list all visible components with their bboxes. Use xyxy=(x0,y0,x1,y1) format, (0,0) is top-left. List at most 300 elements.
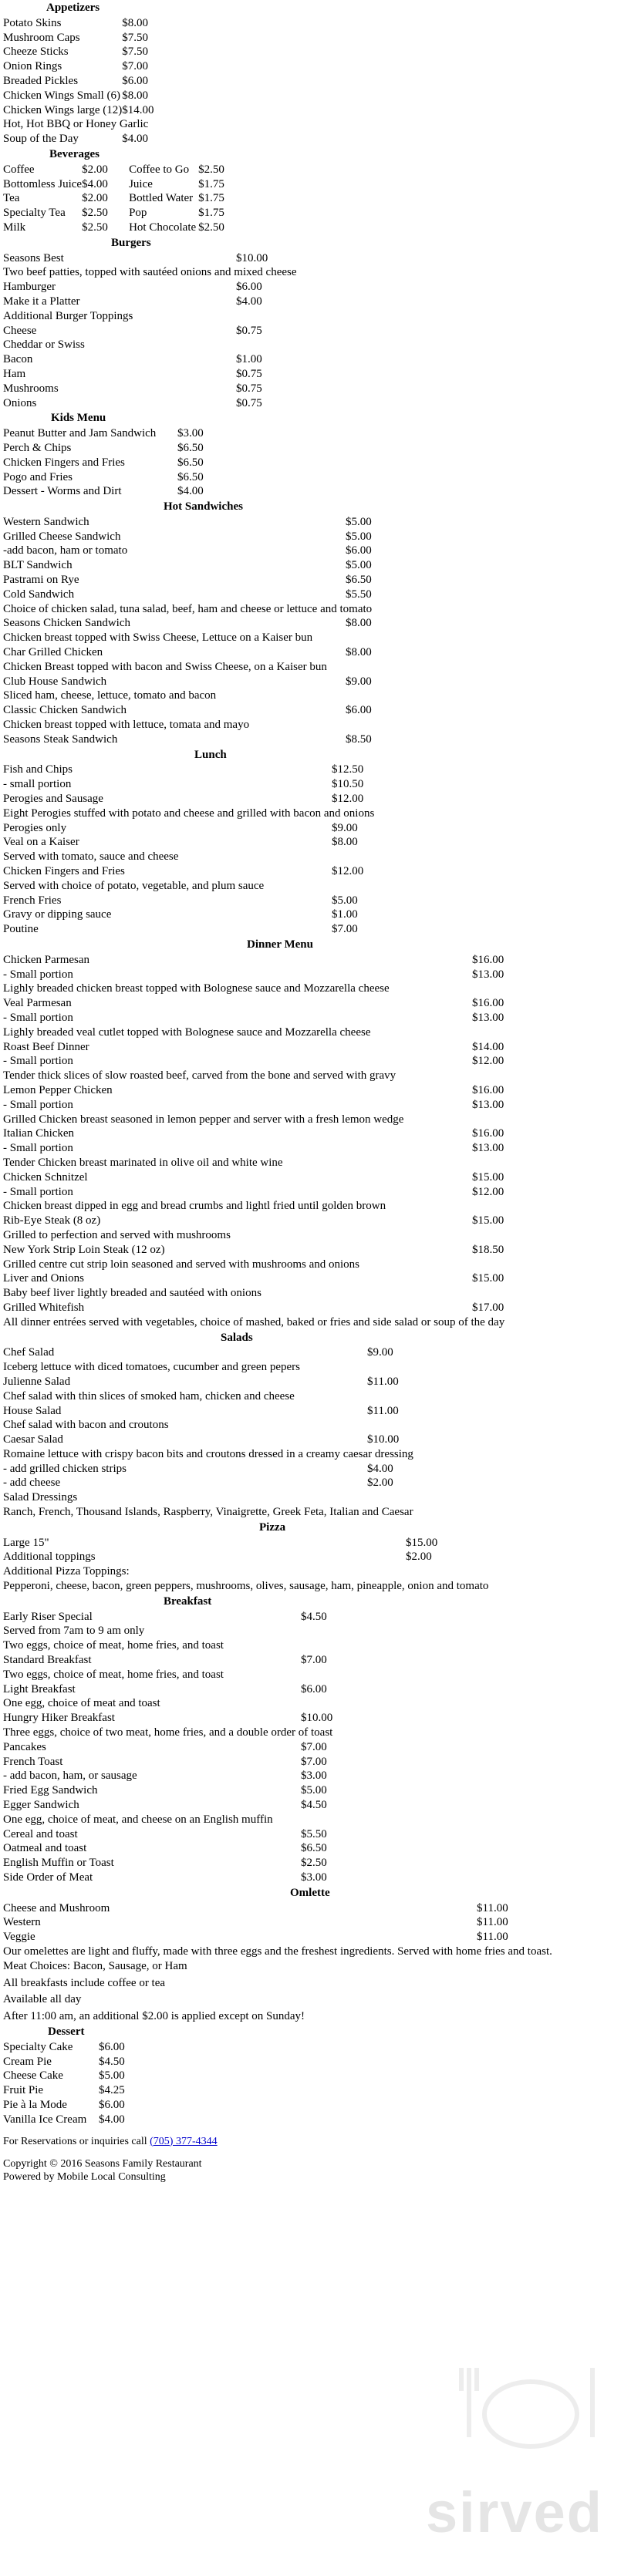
item-name: Western xyxy=(3,1916,41,1929)
item-price: $1.00 xyxy=(236,353,262,366)
item-price: $0.75 xyxy=(236,367,262,380)
menu-row xyxy=(3,1901,552,1916)
item-price: $15.00 xyxy=(472,1214,504,1227)
item-price: $6.50 xyxy=(177,470,204,483)
item-price: $8.00 xyxy=(122,89,148,102)
item-price: $1.75 xyxy=(198,177,224,190)
item-name: Mushroom Caps xyxy=(3,31,80,44)
menu-row xyxy=(3,763,374,777)
item-price: $1.75 xyxy=(198,207,224,220)
item-price: $9.00 xyxy=(346,675,372,688)
menu-row xyxy=(3,1668,332,1682)
item-price: $4.50 xyxy=(301,1799,327,1812)
menu-row xyxy=(3,1025,504,1040)
item-name: Side Order of Meat xyxy=(3,1871,93,1884)
menu-table xyxy=(3,163,245,235)
menu-row xyxy=(3,953,504,968)
item-name: Italian Chicken xyxy=(3,1127,75,1140)
sirved-logo-icon xyxy=(454,2352,608,2460)
menu-row xyxy=(3,1156,504,1170)
item-name: Cheddar or Swiss xyxy=(3,338,85,352)
menu-row xyxy=(3,982,504,996)
menu-row xyxy=(3,1054,504,1069)
menu-row xyxy=(3,850,374,864)
menu-row xyxy=(3,1083,504,1098)
item-name: - Small portion xyxy=(3,1098,73,1111)
item-name: Veal Parmesan xyxy=(3,997,72,1010)
item-name: Choice of chicken salad, tuna salad, beef, ham and cheese or lettuce and tomato xyxy=(3,602,373,615)
item-name: Cold Sandwich xyxy=(3,588,75,601)
item-name: New York Strip Loin Steak (12 oz) xyxy=(3,1243,165,1256)
menu-row xyxy=(3,1579,488,1594)
item-name: Coffee to Go xyxy=(129,163,190,176)
item-name: Tea xyxy=(3,192,20,205)
menu-row xyxy=(3,1199,504,1214)
item-price: $15.00 xyxy=(406,1536,438,1549)
item-price: $5.00 xyxy=(346,515,372,528)
menu-row xyxy=(3,1696,332,1711)
item-price: $18.50 xyxy=(472,1243,504,1256)
menu-section xyxy=(3,500,628,747)
item-name: Baby beef liver lightly breaded and sautéed with onions xyxy=(3,1287,262,1300)
menu-row xyxy=(3,352,297,367)
item-price: $17.00 xyxy=(472,1301,504,1314)
item-name: Milk xyxy=(3,221,26,234)
item-price: $11.00 xyxy=(367,1375,399,1388)
menu-row xyxy=(3,1345,413,1360)
item-name: Chef Salad xyxy=(3,1346,55,1359)
menu-row xyxy=(3,1360,413,1375)
item-name: Grilled Cheese Sandwich xyxy=(3,530,121,543)
item-name: Lighly breaded veal cutlet topped with Bolognese sauce and Mozzarella cheese xyxy=(3,1025,371,1039)
item-price: $5.00 xyxy=(332,894,358,907)
item-price: $1.00 xyxy=(332,908,358,921)
item-name: Pepperoni, cheese, bacon, green peppers, mushrooms, olives, sausage, ham, pineapple, onion and tomato xyxy=(3,1580,489,1593)
menu-row xyxy=(3,1856,332,1871)
item-name: Perogies only xyxy=(3,821,67,834)
menu-table xyxy=(3,515,372,747)
section-heading: Appetizers xyxy=(46,2,100,14)
item-price: $6.00 xyxy=(99,2040,125,2053)
item-price: $7.50 xyxy=(122,45,148,59)
item-name: Pie à la Mode xyxy=(3,2098,67,2111)
item-name: Chicken Wings Small (6) xyxy=(3,89,121,102)
menu-row xyxy=(3,1069,504,1083)
item-price: $0.75 xyxy=(236,324,262,337)
item-name: Salad Dressings xyxy=(3,1491,78,1504)
menu-row xyxy=(3,777,374,792)
item-name: Poutine xyxy=(3,923,39,936)
item-price: $12.00 xyxy=(332,865,364,878)
item-name: Lemon Pepper Chicken xyxy=(3,1083,113,1096)
item-name: Served from 7am to 9 am only xyxy=(3,1625,145,1638)
item-price: $2.00 xyxy=(82,192,108,205)
item-name: Cream Pie xyxy=(3,2055,52,2068)
item-price: $10.00 xyxy=(367,1433,400,1446)
item-price: $6.50 xyxy=(177,441,204,454)
menu-note: After 11:00 am, an additional $2.00 is applied except on Sunday! xyxy=(3,2010,305,2023)
menu-row xyxy=(3,280,297,295)
menu-section xyxy=(3,2025,628,2127)
item-name: Liver and Onions xyxy=(3,1272,84,1285)
section-heading: Hot Sandwiches xyxy=(164,500,243,514)
item-name: Chicken breast dipped in egg and bread crumbs and lightl fried until golden brown xyxy=(3,1200,386,1213)
item-name: Chicken Wings large (12) xyxy=(3,103,123,116)
item-name: Grilled to perfection and served with mushrooms xyxy=(3,1228,231,1241)
item-price: $0.75 xyxy=(236,382,262,395)
menu-table xyxy=(3,1345,413,1520)
menu-section xyxy=(3,748,628,937)
menu-row xyxy=(3,1755,332,1770)
menu-table xyxy=(3,953,504,1330)
menu-row xyxy=(3,2113,125,2127)
menu-row xyxy=(3,2069,125,2083)
menu-row xyxy=(3,1447,413,1462)
menu-row xyxy=(3,426,204,441)
item-name: Chicken breast topped with Swiss Cheese, Lettuce on a Kaiser bun xyxy=(3,631,313,645)
item-price: $12.00 xyxy=(472,1185,504,1198)
item-name: All dinner entrées served with vegetables, choice of mashed, baked or fries and side salad or soup of the day xyxy=(3,1315,505,1328)
menu-row xyxy=(3,968,504,982)
menu-row xyxy=(3,616,372,631)
item-name: - Small portion xyxy=(3,968,73,981)
item-name: Chicken breast topped with lettuce, tomata and mayo xyxy=(3,719,250,732)
menu-row xyxy=(3,1271,504,1286)
item-name: Mushrooms xyxy=(3,382,59,395)
item-price: $4.00 xyxy=(236,295,262,308)
menu-row xyxy=(3,59,154,74)
menu-row xyxy=(3,1433,413,1447)
item-price: $13.00 xyxy=(472,1098,504,1111)
item-name: Caesar Salad xyxy=(3,1433,63,1446)
menu-row xyxy=(3,1315,504,1330)
copyright-text: Copyright © 2016 Seasons Family Restaurant xyxy=(3,2157,202,2170)
item-name: Grilled Whitefish xyxy=(3,1301,85,1314)
menu-row xyxy=(3,675,372,689)
menu-row xyxy=(3,718,372,732)
item-price: $2.00 xyxy=(82,163,108,176)
item-name: Vanilla Ice Cream xyxy=(3,2113,87,2126)
item-name: One egg, choice of meat, and cheese on an English muffin xyxy=(3,1813,273,1826)
item-name: Hamburger xyxy=(3,281,56,294)
item-price: $4.00 xyxy=(122,133,148,146)
item-name: Hungry Hiker Breakfast xyxy=(3,1712,115,1725)
menu-row xyxy=(3,1624,332,1638)
item-price: $6.00 xyxy=(99,2098,125,2111)
menu-row xyxy=(3,515,372,530)
menu-row xyxy=(3,103,154,118)
menu-row xyxy=(3,1610,332,1625)
menu-note: All breakfasts include coffee or tea xyxy=(3,1976,166,1989)
item-name: Fish and Chips xyxy=(3,763,73,776)
menu-table xyxy=(3,763,374,937)
item-name: Light Breakfast xyxy=(3,1682,76,1695)
item-name: Additional Pizza Toppings: xyxy=(3,1565,130,1578)
item-name: Pastrami on Rye xyxy=(3,574,79,587)
item-name: Pogo and Fries xyxy=(3,470,73,483)
menu-table xyxy=(3,1610,332,1885)
item-price: $4.00 xyxy=(82,177,108,190)
item-price: $4.25 xyxy=(99,2084,125,2097)
menu-row xyxy=(3,1126,504,1141)
item-price: $2.50 xyxy=(301,1857,327,1870)
item-price: $2.50 xyxy=(82,207,108,220)
menu-row xyxy=(3,1185,504,1200)
item-name: Fried Egg Sandwich xyxy=(3,1784,98,1797)
item-name: Pancakes xyxy=(3,1740,46,1753)
item-name: Chicken Fingers and Fries xyxy=(3,456,125,469)
item-name: Egger Sandwich xyxy=(3,1799,79,1812)
menu-row xyxy=(3,1113,504,1127)
menu-row xyxy=(3,806,374,821)
menu-section xyxy=(3,1331,628,1520)
menu-row xyxy=(3,1040,504,1055)
item-name: Rib-Eye Steak (8 oz) xyxy=(3,1214,101,1227)
item-price: $10.50 xyxy=(332,778,364,791)
section-heading: Kids Menu xyxy=(51,412,106,425)
menu-row xyxy=(3,1536,488,1551)
menu-row xyxy=(3,1389,413,1404)
item-name: Early Riser Special xyxy=(3,1610,93,1623)
menu-row xyxy=(3,1170,504,1185)
menu-row xyxy=(3,265,297,280)
item-name: - Small portion xyxy=(3,1142,73,1155)
menu-row xyxy=(3,1375,413,1389)
item-price: $4.00 xyxy=(177,485,204,498)
menu-row xyxy=(3,1214,504,1228)
menu-row xyxy=(3,689,372,703)
item-price: $14.00 xyxy=(122,103,154,116)
item-name: Additional Burger Toppings xyxy=(3,309,133,322)
item-price: $11.00 xyxy=(477,1901,508,1914)
menu-row xyxy=(3,382,297,396)
item-name: Large 15" xyxy=(3,1536,49,1549)
item-price: $6.00 xyxy=(346,544,372,557)
item-price: $16.00 xyxy=(472,1127,504,1140)
item-name: Hot, Hot BBQ or Honey Garlic xyxy=(3,118,149,131)
item-name: Tender Chicken breast marinated in olive oil and white wine xyxy=(3,1156,283,1169)
reservation-line xyxy=(3,2135,628,2148)
menu-row xyxy=(3,996,504,1011)
menu-row xyxy=(3,1141,504,1156)
item-price: $5.50 xyxy=(301,1827,327,1840)
item-name: Perch & Chips xyxy=(3,441,72,454)
menu-row xyxy=(3,295,297,309)
item-price: $1.75 xyxy=(198,192,224,205)
item-name: Specialty Cake xyxy=(3,2040,73,2053)
item-name: Classic Chicken Sandwich xyxy=(3,704,127,717)
menu-row xyxy=(3,89,154,103)
menu-row xyxy=(3,367,297,382)
menu-row xyxy=(3,456,204,470)
menu-row xyxy=(3,732,372,747)
item-name: Char Grilled Chicken xyxy=(3,646,103,659)
item-name: Bottomless Juice xyxy=(3,177,83,190)
item-price: $12.50 xyxy=(332,763,364,776)
item-name: - Small portion xyxy=(3,1055,73,1068)
section-heading: Beverages xyxy=(49,147,100,160)
item-price: $2.00 xyxy=(406,1551,432,1564)
item-price: $2.50 xyxy=(198,221,224,234)
item-name: Our omelettes are light and fluffy, made with three eggs and the freshest ingredients. Served with home fries and toast. xyxy=(3,1945,552,1958)
menu-section xyxy=(3,147,628,235)
menu-row xyxy=(3,1813,332,1827)
menu-row xyxy=(3,558,372,573)
item-price: $3.00 xyxy=(301,1770,327,1783)
section-heading: Breakfast xyxy=(164,1594,212,1608)
menu-row xyxy=(3,191,245,206)
item-name: Ranch, French, Thousand Islands, Raspberry, Vinaigrette, Greek Feta, Italian and Caesar xyxy=(3,1506,413,1519)
item-name: Chicken Schnitzel xyxy=(3,1170,88,1184)
menu-row xyxy=(3,45,154,59)
menu-section xyxy=(3,1520,628,1594)
menu-row xyxy=(3,879,374,894)
menu-row xyxy=(3,2083,125,2098)
item-name: Seasons Best xyxy=(3,251,64,264)
item-price: $5.00 xyxy=(346,530,372,543)
item-price: $6.00 xyxy=(122,74,148,87)
item-name: - add bacon, ham, or sausage xyxy=(3,1770,137,1783)
menu-row xyxy=(3,1490,413,1505)
menu-section xyxy=(3,1886,628,1974)
menu-row xyxy=(3,1098,504,1113)
item-price: $15.00 xyxy=(472,1272,504,1285)
section-heading: Pizza xyxy=(259,1520,286,1534)
menu-row xyxy=(3,1243,504,1258)
item-price: $4.00 xyxy=(367,1462,393,1475)
item-price: $5.50 xyxy=(346,588,372,601)
item-name: Gravy or dipping sauce xyxy=(3,908,112,921)
menu-row xyxy=(3,907,374,922)
item-name: Eight Perogies stuffed with potato and cheese and grilled with bacon and onions xyxy=(3,806,375,820)
item-name: Coffee xyxy=(3,163,35,176)
item-name: Chicken Breast topped with bacon and Swiss Cheese, on a Kaiser bun xyxy=(3,660,327,673)
item-name: Peanut Butter and Jam Sandwich xyxy=(3,427,157,440)
menu-row xyxy=(3,470,204,485)
item-price: $11.00 xyxy=(367,1404,399,1417)
item-name: English Muffin or Toast xyxy=(3,1857,114,1870)
menu-row xyxy=(3,163,245,177)
watermark-text: sirved xyxy=(425,2480,603,2544)
item-name: Veggie xyxy=(3,1931,35,1944)
menu-row xyxy=(3,1228,504,1243)
item-name: Romaine lettuce with crispy bacon bits and croutons dressed in a creamy caesar dressing xyxy=(3,1447,413,1460)
menu-row xyxy=(3,206,245,221)
item-name: -add bacon, ham or tomato xyxy=(3,544,128,557)
menu-row xyxy=(3,835,374,850)
item-name: Cheese xyxy=(3,324,37,337)
menu-row xyxy=(3,1301,504,1315)
menu-row xyxy=(3,74,154,89)
item-name: Tender thick slices of slow roasted beef, carved from the bone and served with gravy xyxy=(3,1069,396,1083)
menu-row xyxy=(3,530,372,544)
menu-row xyxy=(3,1286,504,1301)
item-price: $7.00 xyxy=(301,1740,327,1753)
footer xyxy=(3,2135,628,2184)
powered-by-text: Powered by Mobile Local Consulting xyxy=(3,2170,166,2183)
item-name: Cereal and toast xyxy=(3,1827,78,1840)
menu-row xyxy=(3,645,372,660)
item-name: Hot Chocolate xyxy=(129,221,197,234)
item-price: $10.00 xyxy=(301,1712,333,1725)
menu-row xyxy=(3,2040,125,2055)
menu-row xyxy=(3,922,374,937)
menu-document xyxy=(3,0,628,2184)
item-name: Pop xyxy=(129,207,147,220)
section-heading: Omlette xyxy=(290,1886,330,1899)
menu-section xyxy=(3,411,628,499)
menu-row xyxy=(3,602,372,617)
menu-table xyxy=(3,426,204,499)
item-name: Three eggs, choice of two meat, home fries, and a double order of toast xyxy=(3,1726,333,1739)
item-price: $15.00 xyxy=(472,1170,504,1184)
section-heading: Burgers xyxy=(111,236,151,249)
item-name: French Fries xyxy=(3,894,62,907)
menu-row xyxy=(3,1827,332,1842)
section-heading: Salads xyxy=(221,1331,253,1344)
menu-row xyxy=(3,1476,413,1490)
item-name: Served with tomato, sauce and cheese xyxy=(3,850,179,864)
item-name: Soup of the Day xyxy=(3,133,79,146)
item-price: $3.00 xyxy=(301,1871,327,1884)
section-heading: Dessert xyxy=(48,2025,85,2038)
menu-section xyxy=(3,236,628,411)
menu-row xyxy=(3,1505,413,1520)
item-price: $6.00 xyxy=(236,281,262,294)
menu-table xyxy=(3,251,297,411)
item-price: $13.00 xyxy=(472,1011,504,1024)
menu-table xyxy=(3,1536,488,1594)
item-name: French Toast xyxy=(3,1755,63,1768)
item-price: $8.00 xyxy=(346,617,372,630)
menu-row xyxy=(3,1011,504,1025)
menu-row xyxy=(3,1769,332,1783)
item-price: $16.00 xyxy=(472,953,504,966)
menu-row xyxy=(3,2098,125,2113)
item-price: $6.00 xyxy=(346,704,372,717)
menu-row xyxy=(3,1711,332,1726)
item-name: Two beef patties, topped with sautéed onions and mixed cheese xyxy=(3,266,297,279)
item-name: Lighly breaded chicken breast topped with Bolognese sauce and Mozzarella cheese xyxy=(3,982,390,995)
item-name: Cheeze Sticks xyxy=(3,45,69,59)
item-price: $6.00 xyxy=(301,1682,327,1695)
item-price: $14.00 xyxy=(472,1040,504,1053)
item-price: $13.00 xyxy=(472,968,504,981)
menu-section xyxy=(3,1594,628,1885)
menu-row xyxy=(3,1841,332,1856)
item-price: $4.00 xyxy=(99,2113,125,2126)
item-price: $7.00 xyxy=(301,1654,327,1667)
item-name: Onion Rings xyxy=(3,60,62,73)
item-price: $4.50 xyxy=(99,2055,125,2068)
menu-row xyxy=(3,1462,413,1477)
item-price: $13.00 xyxy=(472,1142,504,1155)
item-name: Juice xyxy=(129,177,153,190)
item-name: Ham xyxy=(3,367,26,380)
phone-link[interactable]: (705) 377-4344 xyxy=(150,2135,218,2147)
item-name: BLT Sandwich xyxy=(3,559,73,572)
reservation-text: For Reservations or inquiries call xyxy=(3,2135,150,2147)
menu-row xyxy=(3,1638,332,1653)
menu-row xyxy=(3,31,154,45)
menu-row xyxy=(3,792,374,806)
item-price: $6.50 xyxy=(301,1842,327,1855)
menu-row xyxy=(3,396,297,411)
item-price: $12.00 xyxy=(332,793,364,806)
item-price: $5.00 xyxy=(99,2069,125,2083)
menu-row xyxy=(3,864,374,879)
item-name: Specialty Tea xyxy=(3,207,66,220)
